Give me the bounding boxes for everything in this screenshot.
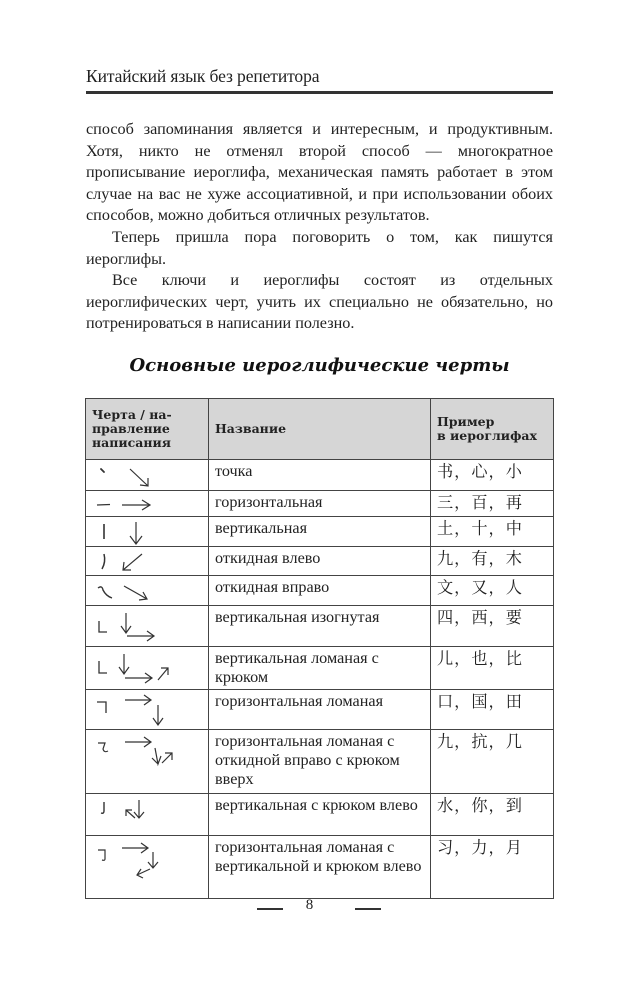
- stroke-name: вертикальная с крюком влево: [209, 794, 431, 836]
- table-row: [86, 517, 554, 547]
- paragraph-2: Теперь пришла пора поговорить о том, как пишутся иероглифы.: [86, 227, 553, 268]
- stroke-cell: [86, 460, 209, 491]
- vertical-bend-stroke-icon: [92, 608, 202, 646]
- stroke-cell: [86, 647, 209, 690]
- stroke-examples: 三，百，再: [431, 491, 554, 517]
- horizontal-turn-hook-stroke-icon: [92, 732, 202, 793]
- stroke-name: горизонтальная ломаная с вертикальной и крюком влево: [209, 836, 431, 899]
- header-stroke: [86, 399, 209, 460]
- stroke-cell: [86, 730, 209, 794]
- stroke-examples: 九，有，木: [431, 547, 554, 576]
- table-row: [86, 836, 554, 899]
- stroke-cell: [86, 517, 209, 547]
- paragraph-1: способ запоминания является и интересным, и продуктивным. Хотя, никто не отменял второй способ — многократное прописывание иероглифа, механическая память работает в этом случае на вас не хуже ассоциативной, и при использовании обоих способов, можно добиться отличных результатов.: [86, 120, 553, 225]
- stroke-examples: 九，抗，几: [431, 730, 554, 794]
- horizontal-stroke-icon: [92, 493, 202, 516]
- table-row: [86, 794, 554, 836]
- body-text: [86, 119, 553, 335]
- left-falling-stroke-icon: [92, 549, 202, 575]
- stroke-cell: [86, 547, 209, 576]
- header-name: Название: [209, 399, 431, 460]
- stroke-cell: [86, 836, 209, 899]
- stroke-examples: 习，力，月: [431, 836, 554, 899]
- page-number-ornament-right: [355, 908, 381, 910]
- stroke-name: вертикальная: [209, 517, 431, 547]
- strokes-table: [85, 398, 554, 899]
- table-row: [86, 491, 554, 517]
- stroke-examples: 口，国，田: [431, 690, 554, 730]
- header-line: правление: [92, 421, 170, 436]
- horizontal-turn-stroke-icon: [92, 692, 202, 729]
- stroke-name: вертикальная ломаная с крюком: [209, 647, 431, 690]
- paragraph-3: Все ключи и иероглифы состоят из отдельных иероглифических черт, учить их специально не обязательно, но потренироваться в написании полезно.: [86, 271, 553, 333]
- stroke-examples: 四，西，要: [431, 606, 554, 647]
- stroke-name: точка: [209, 460, 431, 491]
- table-row: [86, 690, 554, 730]
- vertical-hook-stroke-icon: [92, 796, 202, 835]
- vertical-stroke-icon: [92, 519, 202, 546]
- stroke-name: откидная вправо: [209, 576, 431, 606]
- stroke-cell: [86, 491, 209, 517]
- stroke-cell: [86, 794, 209, 836]
- stroke-examples: 文，又，人: [431, 576, 554, 606]
- header-line: в иероглифах: [437, 428, 537, 443]
- stroke-name: горизонтальная ломаная: [209, 690, 431, 730]
- stroke-cell: [86, 606, 209, 647]
- running-head: Китайский язык без репетитора: [86, 66, 320, 86]
- header-examples: [431, 399, 554, 460]
- table-header-row: [86, 399, 554, 460]
- stroke-name: горизонтальная: [209, 491, 431, 517]
- section-title: Основные иероглифические черты: [129, 355, 510, 376]
- dot-stroke-icon: [92, 462, 202, 490]
- header-line: Пример: [437, 414, 495, 429]
- right-falling-stroke-icon: [92, 578, 202, 605]
- stroke-cell: [86, 576, 209, 606]
- stroke-examples: 土，十，中: [431, 517, 554, 547]
- vertical-bend-hook-stroke-icon: [92, 649, 202, 689]
- stroke-examples: 书，心，小: [431, 460, 554, 491]
- stroke-name: горизонтальная ломаная с откидной вправо с крюком вверх: [209, 730, 431, 794]
- table-row: [86, 730, 554, 794]
- stroke-name: вертикальная изогнутая: [209, 606, 431, 647]
- stroke-examples: 水，你，到: [431, 794, 554, 836]
- header-line: написания: [92, 435, 172, 450]
- table-row: [86, 576, 554, 606]
- table-row: [86, 460, 554, 491]
- horizontal-turn-vertical-hook-stroke-icon: [92, 838, 202, 898]
- table-row: [86, 606, 554, 647]
- header-rule: [86, 91, 553, 94]
- table-row: [86, 647, 554, 690]
- header-line: Черта / на-: [92, 407, 172, 422]
- table-row: [86, 547, 554, 576]
- stroke-examples: 儿，也，比: [431, 647, 554, 690]
- stroke-cell: [86, 690, 209, 730]
- stroke-name: откидная влево: [209, 547, 431, 576]
- page-number: 8: [305, 897, 314, 913]
